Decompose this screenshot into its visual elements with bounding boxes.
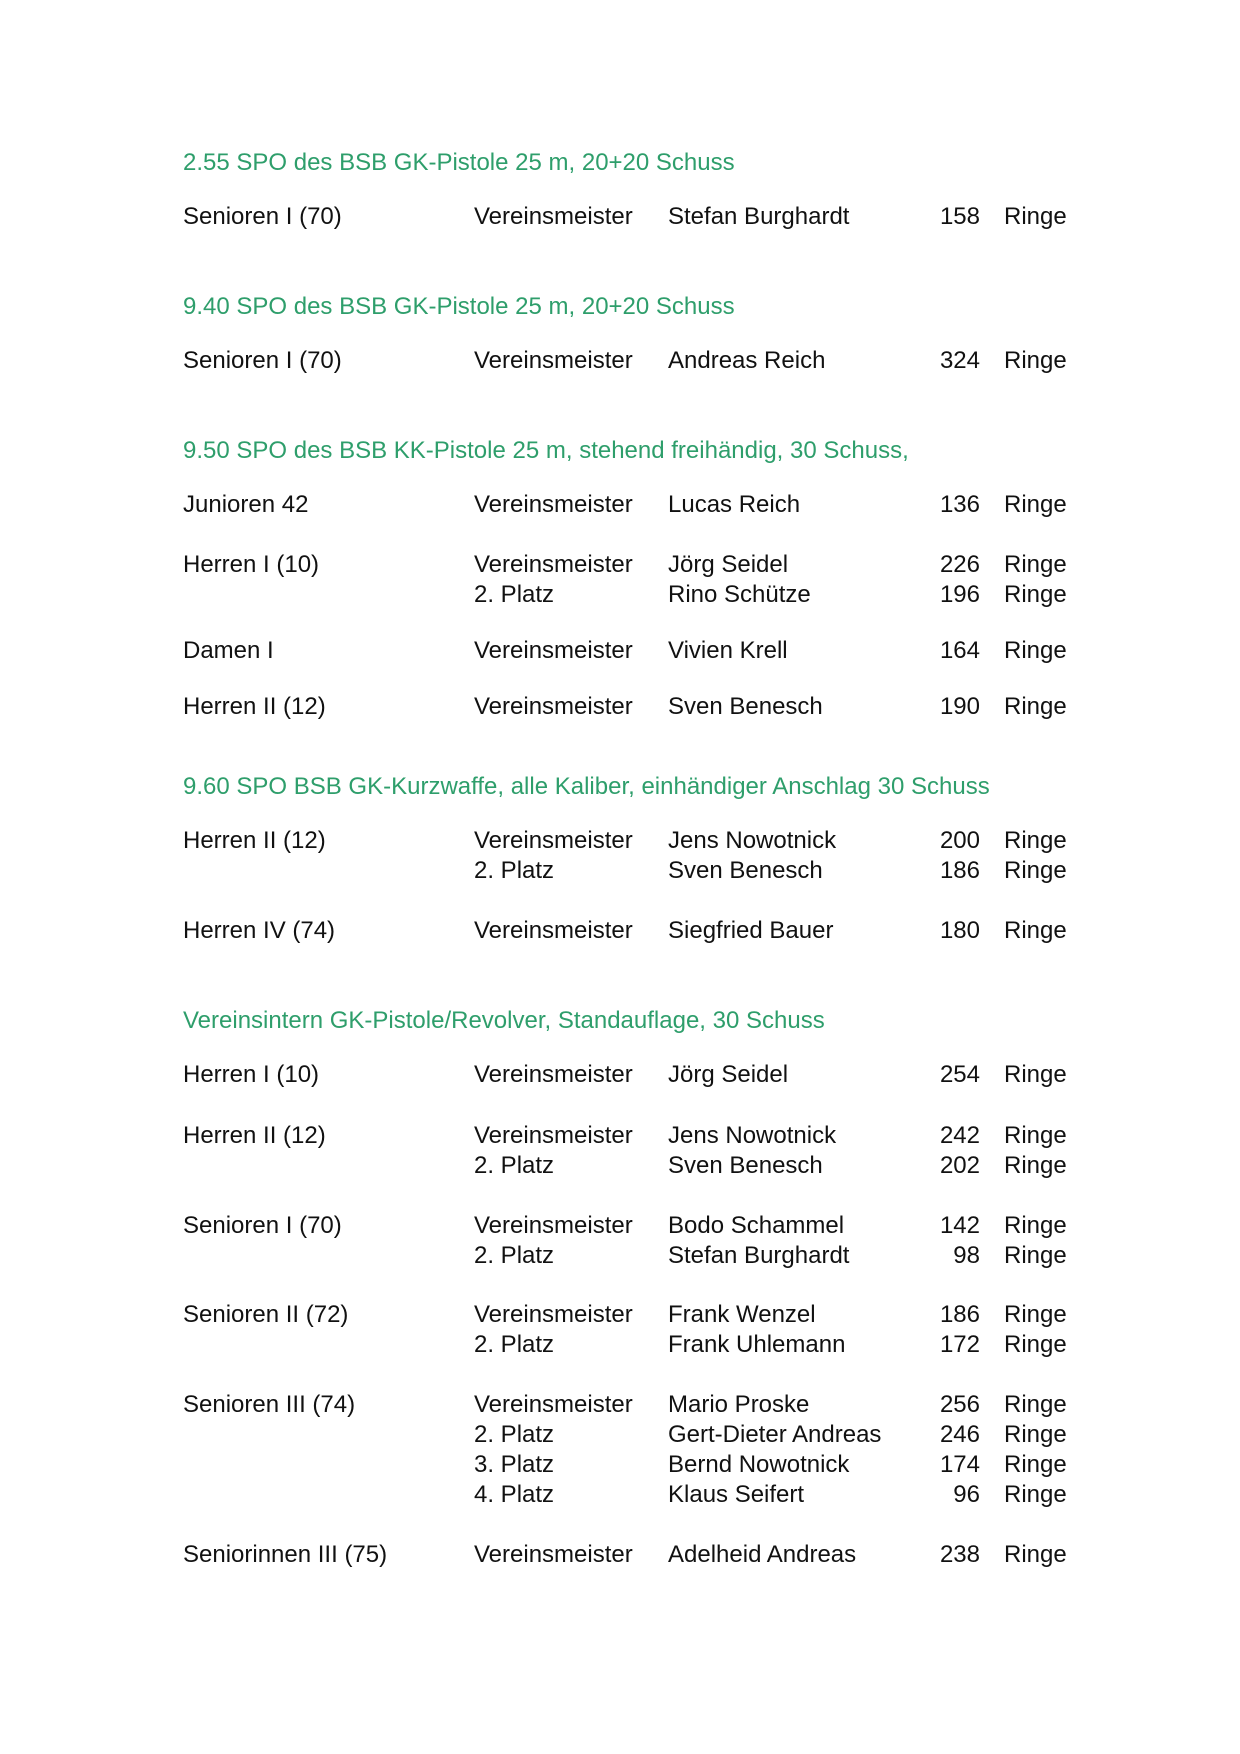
rank-label: 4. Platz [474,1481,555,1508]
shooter-name: Jens Nowotnick [668,827,837,854]
shooter-name: Lucas Reich [668,491,801,518]
shooter-name: Rino Schütze [668,581,811,608]
score-unit: Ringe [1004,637,1067,664]
class-label: Seniorinnen III (75) [183,1541,388,1568]
score-value: 96 [953,1481,980,1508]
score-unit: Ringe [1004,1481,1067,1508]
class-label: Senioren I (70) [183,203,342,230]
result-row [0,1211,1240,1241]
shooter-name: Bodo Schammel [668,1212,845,1239]
score-value: 242 [939,1122,980,1149]
score-unit: Ringe [1004,1122,1067,1149]
score-value: 196 [939,581,980,608]
score-unit: Ringe [1004,1242,1067,1269]
shooter-name: Siegfried Bauer [668,917,834,944]
score-value: 190 [939,693,980,720]
score-value: 98 [953,1242,980,1269]
score-unit: Ringe [1004,203,1067,230]
rank-label: Vereinsmeister [474,1301,633,1328]
section-heading-2-55: 2.55 SPO des BSB GK-Pistole 25 m, 20+20 Schuss [183,149,735,176]
score-value: 142 [939,1212,980,1239]
score-unit: Ringe [1004,693,1067,720]
rank-label: 2. Platz [474,857,555,884]
score-value: 174 [939,1451,980,1478]
rank-label: Vereinsmeister [474,1541,633,1568]
shooter-name: Andreas Reich [668,347,826,374]
shooter-name: Bernd Nowotnick [668,1451,850,1478]
result-row [0,856,1240,886]
result-row [0,580,1240,610]
shooter-name: Mario Proske [668,1391,810,1418]
rank-label: Vereinsmeister [474,1391,633,1418]
score-value: 324 [939,347,980,374]
class-label: Senioren I (70) [183,347,342,374]
shooter-name: Gert-Dieter Andreas [668,1421,882,1448]
score-unit: Ringe [1004,827,1067,854]
shooter-name: Klaus Seifert [668,1481,805,1508]
score-value: 164 [939,637,980,664]
score-value: 158 [939,203,980,230]
shooter-name: Stefan Burghardt [668,203,850,230]
score-value: 238 [939,1541,980,1568]
score-unit: Ringe [1004,581,1067,608]
score-value: 186 [939,1301,980,1328]
score-value: 202 [939,1152,980,1179]
rank-label: 2. Platz [474,1242,555,1269]
score-unit: Ringe [1004,1451,1067,1478]
shooter-name: Stefan Burghardt [668,1242,850,1269]
score-unit: Ringe [1004,857,1067,884]
rank-label: 2. Platz [474,581,555,608]
score-unit: Ringe [1004,551,1067,578]
score-unit: Ringe [1004,1152,1067,1179]
shooter-name: Sven Benesch [668,1152,823,1179]
result-row [0,636,1240,666]
score-value: 180 [939,917,980,944]
shooter-name: Frank Wenzel [668,1301,816,1328]
class-label: Senioren III (74) [183,1391,356,1418]
class-label: Herren I (10) [183,1061,320,1088]
result-row [0,550,1240,580]
class-label: Herren II (12) [183,827,326,854]
score-unit: Ringe [1004,1061,1067,1088]
rank-label: Vereinsmeister [474,917,633,944]
result-row [0,1300,1240,1330]
result-row [0,202,1240,232]
shooter-name: Sven Benesch [668,857,823,884]
score-value: 226 [939,551,980,578]
section-heading-vereinsintern: Vereinsintern GK-Pistole/Revolver, Standauflage, 30 Schuss [183,1007,825,1034]
score-value: 256 [939,1391,980,1418]
result-row [0,692,1240,722]
result-row [0,826,1240,856]
result-row [0,1390,1240,1420]
rank-label: Vereinsmeister [474,551,633,578]
section-heading-9-40: 9.40 SPO des BSB GK-Pistole 25 m, 20+20 Schuss [183,293,735,320]
shooter-name: Jens Nowotnick [668,1122,837,1149]
class-label: Junioren 42 [183,491,309,518]
class-label: Damen I [183,637,274,664]
rank-label: Vereinsmeister [474,637,633,664]
class-label: Senioren I (70) [183,1212,342,1239]
shooter-name: Sven Benesch [668,693,823,720]
result-row [0,1151,1240,1181]
rank-label: Vereinsmeister [474,491,633,518]
class-label: Herren II (12) [183,1122,326,1149]
result-row [0,1540,1240,1570]
shooter-name: Jörg Seidel [668,551,789,578]
score-unit: Ringe [1004,917,1067,944]
rank-label: 2. Platz [474,1152,555,1179]
result-row [0,1450,1240,1480]
result-row [0,1420,1240,1450]
score-unit: Ringe [1004,1391,1067,1418]
rank-label: Vereinsmeister [474,203,633,230]
rank-label: Vereinsmeister [474,1122,633,1149]
shooter-name: Frank Uhlemann [668,1331,846,1358]
class-label: Herren I (10) [183,551,320,578]
result-row [0,1330,1240,1360]
score-unit: Ringe [1004,1421,1067,1448]
class-label: Herren II (12) [183,693,326,720]
score-unit: Ringe [1004,1541,1067,1568]
result-row [0,346,1240,376]
rank-label: 2. Platz [474,1331,555,1358]
score-value: 136 [939,491,980,518]
section-heading-9-60: 9.60 SPO BSB GK-Kurzwaffe, alle Kaliber, einhändiger Anschlag 30 Schuss [183,773,990,800]
score-unit: Ringe [1004,491,1067,518]
rank-label: Vereinsmeister [474,827,633,854]
shooter-name: Jörg Seidel [668,1061,789,1088]
score-value: 246 [939,1421,980,1448]
section-heading-9-50: 9.50 SPO des BSB KK-Pistole 25 m, stehend freihändig, 30 Schuss, [183,437,909,464]
class-label: Herren IV (74) [183,917,336,944]
result-row [0,490,1240,520]
score-unit: Ringe [1004,1331,1067,1358]
score-unit: Ringe [1004,1212,1067,1239]
score-unit: Ringe [1004,347,1067,374]
shooter-name: Vivien Krell [668,637,788,664]
result-row [0,1241,1240,1271]
result-row [0,916,1240,946]
rank-label: Vereinsmeister [474,693,633,720]
result-row [0,1480,1240,1510]
rank-label: Vereinsmeister [474,1061,633,1088]
score-value: 186 [939,857,980,884]
score-value: 172 [939,1331,980,1358]
rank-label: Vereinsmeister [474,1212,633,1239]
score-unit: Ringe [1004,1301,1067,1328]
shooter-name: Adelheid Andreas [668,1541,857,1568]
result-row [0,1121,1240,1151]
class-label: Senioren II (72) [183,1301,349,1328]
rank-label: 3. Platz [474,1451,555,1478]
rank-label: 2. Platz [474,1421,555,1448]
score-value: 200 [939,827,980,854]
result-row [0,1060,1240,1090]
score-value: 254 [939,1061,980,1088]
rank-label: Vereinsmeister [474,347,633,374]
